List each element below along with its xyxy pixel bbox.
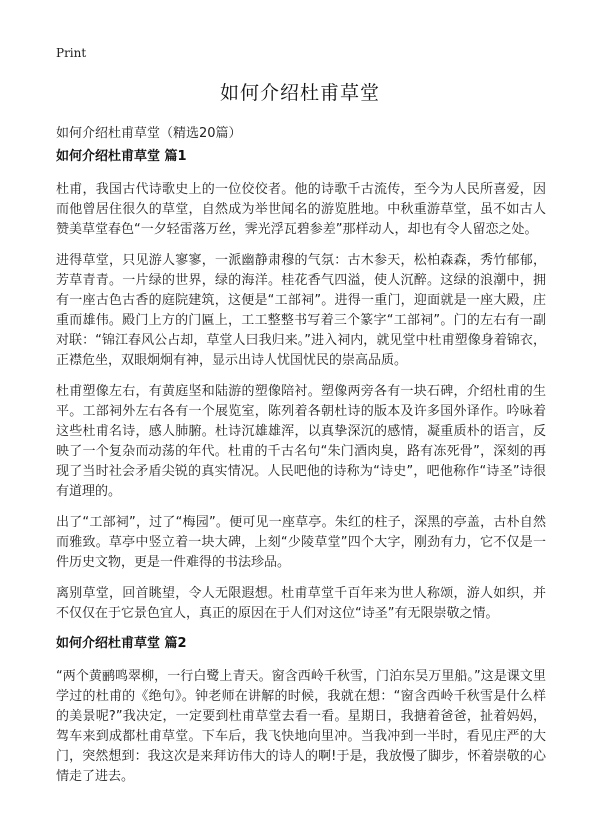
paragraph: 杜甫，我国古代诗歌史上的一位佼佼者。他的诗歌千古流传，至今为人民所喜爱，因而他曾居住很久的草堂，自然成为举世闻名的游览胜地。中秋重游草堂，虽不如古人赞美草堂春色“一夕轻雷落万丝，霁光浮瓦碧参差”那样动人，却也有令人留恋之处。 [56, 182, 546, 237]
section-heading: 如何介绍杜甫草堂 篇2 [56, 636, 187, 651]
section-heading: 如何介绍杜甫草堂 篇1 [56, 149, 187, 164]
paragraph: 进得草堂，只见游人寥寥，一派幽静肃穆的气氛：古木参天，松柏森森，秀竹郁郁，芳草青青。一片绿的世界，绿的海洋。桂花香气四溢，使人沉醉。这绿的浪潮中，拥有一座古色古香的庭院建筑，这便是“工部祠”。进得一重门，迎面就是一座大殿，庄重而雄伟。殿门上方的门匾上，工工整整书写着三个篆字“工部祠”。门的左右有一副对联：“锦江春风公占却，草堂人曰我归来。”进入祠内，就见堂中杜甫塑像身着锦衣，正襟危坐，双眼炯炯有神，显示出诗人忧国忧民的崇高品质。 [56, 253, 546, 368]
paragraph: 杜甫塑像左右，有黄庭坚和陆游的塑像陪衬。塑像两旁各有一块石碑，介绍杜甫的生平。工部祠外左右各有一个展览室，陈列着各朝杜诗的版本及许多国外译作。吟咏着这些杜甫名诗，感人肺腑。杜诗沉雄雄浑，以真挚深沉的感情，凝重质朴的语言，反映了一个复杂而动荡的年代。杜甫的千古名句“朱门酒肉臭，路有冻死骨”，深刻的再现了当时社会矛盾尖锐的真实情况。人民吧他的诗称为“诗史”，吧他称作“诗圣”诗很有道理的。 [56, 384, 546, 499]
print-link[interactable]: Print [56, 46, 87, 60]
paragraph: “两个黄鹂鸣翠柳，一行白鹭上青天。窗含西岭千秋雪，门泊东吴万里船。”这是课文里学过的杜甫的《绝句》。钟老师在讲解的时候，我就在想：“窗含西岭千秋雪是什么样的美景呢?”我决定，一定要到杜甫草堂去看一看。星期日，我搪着爸爸，扯着妈妈，驾车来到成都杜甫草堂。下车后，我飞快地向里冲。当我冲到一半时，看见庄严的大门，突然想到：我这次是来拜访伟大的诗人的啊!于是，我放慢了脚步，怀着崇敬的心情走了进去。 [56, 669, 546, 784]
paragraph: 离别草堂，回首眺望，令人无限遐想。杜甫草堂千百年来为世人称颂，游人如织，并不仅仅在于它景色宜人，真正的原因在于人们对这位“诗圣”有无限崇敬之情。 [56, 586, 546, 621]
article-section-2 [56, 635, 546, 787]
article-section-1 [56, 148, 546, 624]
page-subtitle: 如何介绍杜甫草堂（精选20篇） [56, 126, 242, 141]
page-title: 如何介绍杜甫草堂 [219, 82, 380, 104]
paragraph: 出了“工部祠”，过了“梅园”。便可见一座草亭。朱红的柱子，深黑的亭盖，古朴自然而雅致。草亭中竖立着一块大碑，上刻“少陵草堂”四个大字，刚劲有力，它不仅是一件历史文物，更是一件难得的书法珍品。 [56, 515, 546, 570]
article-body [56, 148, 546, 798]
